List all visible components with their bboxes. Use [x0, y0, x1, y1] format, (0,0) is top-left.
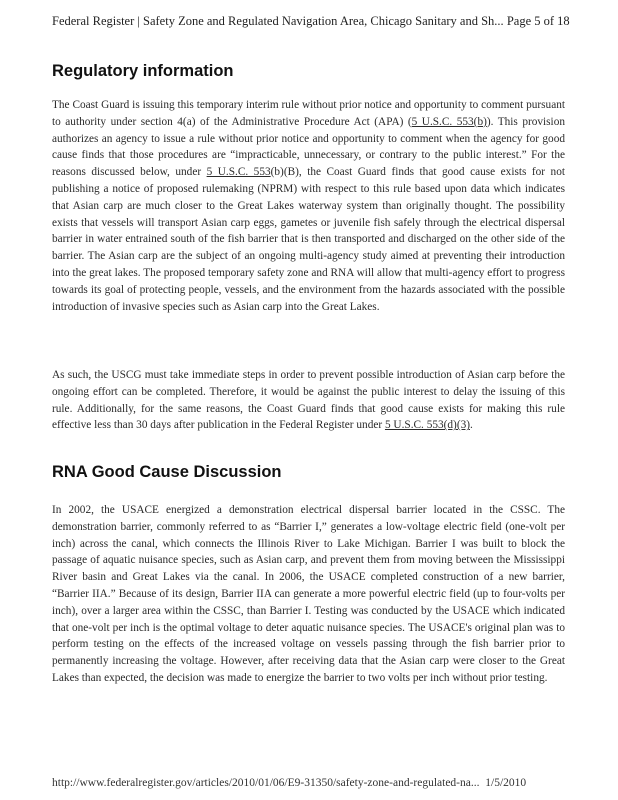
paragraph-regulatory-1: The Coast Guard is issuing this temporary interim rule without prior notice and opportunity to comment pursuant to authority under section 4(a) of the Administrative Procedure Act (APA) (5 U.S.C. 553(b)). This provision authorizes an agency to issue a rule without prior notice and opportunity to comment when the agency for good cause finds that those procedures are “impracticable, unnecessary, or contrary to the public interest.” For the reasons discussed below, under 5 U.S.C. 553(b)(B), the Coast Guard finds that good cause exists for not publishing a notice of proposed rulemaking (NPRM) with respect to this rule based upon data which indicates that Asian carp are much closer to the Great Lakes waterway system than originally thought. The possibility exists that vessels will transport Asian carp eggs, gametes or juvenile fish safely through the electrical dispersal barrier in water entrained south of the fish barrier that is then transported and discharged on the other side of the barrier. The Asian carp are the subject of an ongoing multi-agency study aimed at preventing their introduction into the great lakes. The proposed temporary safety zone and RNA will allow that multi-agency effort to progress towards its goal of protecting people, vessels, and the environment from the hazards associated with the possible introduction of invasive species such as Asian carp into the Great Lakes.	[52, 99, 565, 313]
paragraph-rna-good-cause: In 2002, the USACE energized a demonstration electrical dispersal barrier located in the CSSC. The demonstration barrier, commonly referred to as “Barrier I,” generates a low-voltage electric field (one-volt per inch) across the canal, which connects the Illinois River to Lake Michigan. Barrier I was built to block the passage of aquatic nuisance species, such as Asian carp, and prevent them from moving between the Mississippi River basin and Great Lakes via the canal. In 2006, the USACE completed construction of a new barrier, “Barrier IIA.” Because of its design, Barrier IIA can generate a more powerful electric field (up to four-volts per inch), over a larger area within the CSSC, than Barrier I. Testing was conducted by the USACE which indicated that one-volt per inch is the optimal voltage to deter aquatic nuisance species. The USACE's original plan was to perform testing on the effects of the increased voltage on vessels passing through the fish barrier prior to permanently increasing the voltage. However, after receiving data that the Asian carp were closer to the Great Lakes than expected, the decision was made to energize the barrier to two volts per inch without prior testing.	[52, 504, 565, 684]
footer-url: http://www.federalregister.gov/articles/2010/01/06/E9-31350/safety-zone-and-regulated-na...	[52, 777, 480, 789]
page-footer	[52, 777, 592, 789]
citation-link-5-usc-553b[interactable]: 5 U.S.C. 553(b)	[411, 115, 487, 128]
running-header	[52, 14, 584, 29]
page-number: Page 5 of 18	[506, 14, 570, 28]
citation-link-5-usc-553d3[interactable]: 5 U.S.C. 553(d)(3)	[384, 419, 470, 432]
running-head-title: Federal Register | Safety Zone and Regulated Navigation Area, Chicago Sanitary and Sh...	[52, 14, 504, 28]
footer-date: 1/5/2010	[485, 777, 527, 789]
paragraph-regulatory-2: As such, the USCG must take immediate steps in order to prevent possible introduction of Asian carp before the ongoing effort can be completed. Therefore, it would be against the public interest to delay the issuing of this rule. Additionally, for the same reasons, the Coast Guard finds that good cause exists for making this rule effective less than 30 days after publication in the Federal Register under 5 U.S.C. 553(d)(3).	[52, 369, 565, 432]
heading-rna-good-cause-discussion: RNA Good Cause Discussion	[52, 463, 282, 481]
heading-regulatory-information: Regulatory information	[52, 62, 234, 80]
citation-link-5-usc-553[interactable]: 5 U.S.C. 553	[206, 166, 271, 179]
